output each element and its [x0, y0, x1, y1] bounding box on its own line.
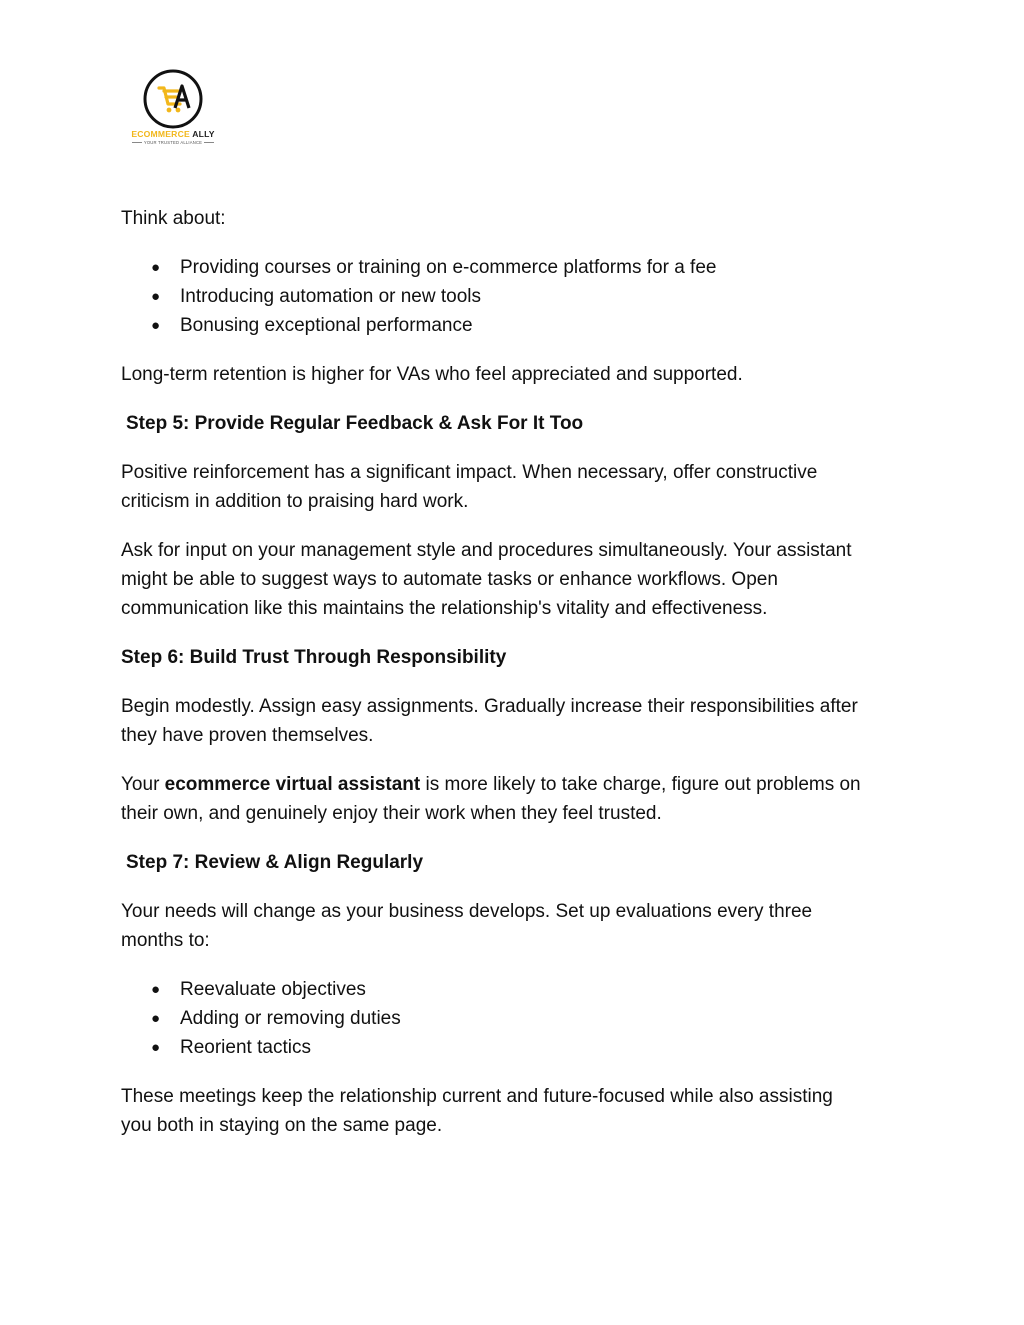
logo-wordmark: ECOMMERCE ALLY — [131, 129, 215, 139]
text-line: they have proven themselves. — [121, 725, 374, 746]
step7-paragraph-1 — [121, 897, 911, 955]
ea-cart-logo-icon — [142, 68, 204, 130]
step5-heading: Step 5: Provide Regular Feedback & Ask For It Too — [126, 413, 584, 434]
step5-paragraph-1 — [121, 458, 911, 516]
text-line: you both in staying on the same page. — [121, 1115, 443, 1136]
bullet-icon: ● — [151, 317, 161, 334]
retention-paragraph: Long-term retention is higher for VAs who feel appreciated and supported. — [121, 364, 743, 385]
text-line: Your needs will change as your business develops. Set up evaluations every three — [121, 901, 813, 922]
step6-paragraph-2 — [121, 770, 911, 828]
logo-tagline: YOUR TRUSTED ALLIANCE — [128, 140, 218, 145]
step6-paragraph-1 — [121, 692, 911, 750]
think-about-text: Think about: — [121, 208, 226, 229]
closing-paragraph — [121, 1082, 911, 1140]
think-about-list — [121, 253, 911, 340]
text-line: These meetings keep the relationship current and future-focused while also assisting — [121, 1086, 833, 1107]
list-item: ● Introducing automation or new tools — [121, 282, 911, 311]
bullet-icon: ● — [151, 1039, 161, 1056]
text-line: their own, and genuinely enjoy their work when they feel trusted. — [121, 803, 662, 824]
bullet-icon: ● — [151, 981, 161, 998]
text-line: might be able to suggest ways to automate tasks or enhance workflows. Open — [121, 569, 778, 590]
list-item: ● Adding or removing duties — [121, 1004, 911, 1033]
step5-paragraph-2 — [121, 536, 911, 623]
text-line: Begin modestly. Assign easy assignments. Gradually increase their responsibilities after — [121, 696, 858, 717]
review-list — [121, 975, 911, 1062]
text-line: months to: — [121, 930, 210, 951]
text-line: Positive reinforcement has a significant impact. When necessary, offer constructive — [121, 462, 818, 483]
list-item: ● Reorient tactics — [121, 1033, 911, 1062]
list-item: ● Reevaluate objectives — [121, 975, 911, 1004]
bullet-icon: ● — [151, 259, 161, 276]
document-body — [121, 204, 911, 1140]
bullet-icon: ● — [151, 288, 161, 305]
list-item: ● Providing courses or training on e-commerce platforms for a fee — [121, 253, 911, 282]
ecommerce-va-link-text: ecommerce virtual assistant — [164, 774, 421, 795]
text-line: Your ecommerce virtual assistant is more likely to take charge, figure out problems on — [121, 774, 861, 795]
step6-heading: Step 6: Build Trust Through Responsibility — [121, 647, 507, 668]
company-logo — [128, 68, 218, 150]
bullet-icon: ● — [151, 1010, 161, 1027]
text-line: Ask for input on your management style and procedures simultaneously. Your assistant — [121, 540, 852, 561]
text-line: criticism in addition to praising hard work. — [121, 491, 469, 512]
text-line: communication like this maintains the relationship's vitality and effectiveness. — [121, 598, 768, 619]
step7-heading: Step 7: Review & Align Regularly — [126, 852, 424, 873]
list-item: ● Bonusing exceptional performance — [121, 311, 911, 340]
